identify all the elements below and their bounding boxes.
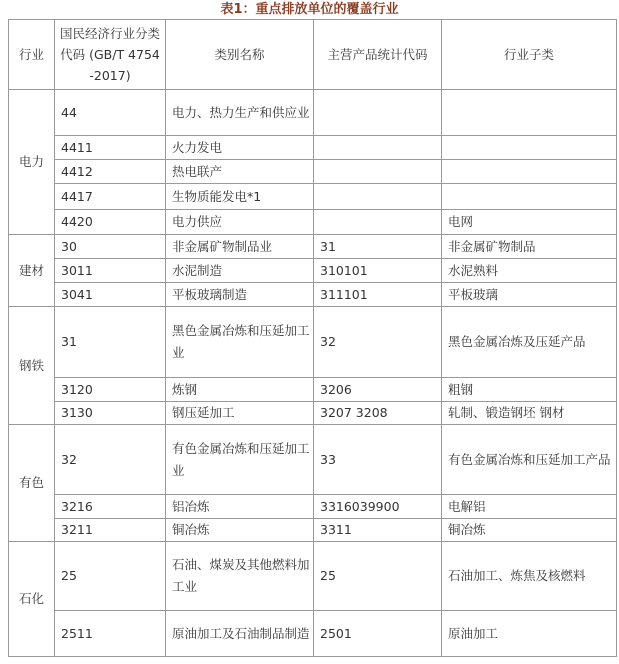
code-cell: 3216 [55,495,166,519]
product-code-cell [314,90,442,136]
product-code-cell [314,160,442,184]
product-code-cell: 310101 [314,259,442,283]
name-cell: 铜冶炼 [166,519,314,542]
name-cell: 火力发电 [166,136,314,160]
industry-cell: 建材 [9,235,55,307]
code-cell: 2511 [55,611,166,657]
table-row [9,611,617,657]
name-cell: 有色金属冶炼和压延加工业 [166,425,314,495]
table-row [9,259,617,283]
code-cell: 25 [55,542,166,611]
name-cell: 电力供应 [166,210,314,235]
header-category-name: 类别名称 [166,20,314,90]
table-row [9,542,617,611]
name-cell: 石油、煤炭及其他燃料加工业 [166,542,314,611]
table-row [9,425,617,495]
industry-cell: 电力 [9,90,55,235]
product-code-cell [314,210,442,235]
name-cell: 炼钢 [166,378,314,402]
header-product-code: 主营产品统计代码 [314,20,442,90]
industry-cell: 石化 [9,542,55,657]
subclass-cell [442,136,617,160]
subclass-cell: 铜冶炼 [442,519,617,542]
subclass-cell: 非金属矿物制品 [442,235,617,259]
code-cell: 30 [55,235,166,259]
table-row [9,235,617,259]
table-caption: 表1：重点排放单位的覆盖行业 [220,2,399,17]
name-cell: 热电联产 [166,160,314,184]
industry-cell: 钢铁 [9,307,55,425]
code-cell: 31 [55,307,166,378]
subclass-cell: 原油加工 [442,611,617,657]
product-code-cell: 311101 [314,283,442,307]
product-code-cell: 3206 [314,378,442,402]
coverage-table [8,19,617,657]
name-cell: 生物质能发电*1 [166,184,314,210]
product-code-cell: 3316039900 [314,495,442,519]
table-row [9,378,617,402]
name-cell: 铝冶炼 [166,495,314,519]
code-cell: 3011 [55,259,166,283]
name-cell: 电力、热力生产和供应业 [166,90,314,136]
product-code-cell [314,184,442,210]
product-code-cell: 31 [314,235,442,259]
header-subclass: 行业子类 [442,20,617,90]
code-cell: 4412 [55,160,166,184]
product-code-cell [314,136,442,160]
subclass-cell [442,160,617,184]
subclass-cell: 轧制、锻造钢坯 钢材 [442,402,617,425]
subclass-cell: 电网 [442,210,617,235]
table-row [9,519,617,542]
name-cell: 黑色金属冶炼和压延加工业 [166,307,314,378]
industry-cell: 有色 [9,425,55,542]
product-code-cell: 32 [314,307,442,378]
subclass-cell [442,184,617,210]
subclass-cell: 有色金属冶炼和压延加工产品 [442,425,617,495]
table-body [9,90,617,657]
product-code-cell: 2501 [314,611,442,657]
code-cell: 3130 [55,402,166,425]
table-row [9,402,617,425]
subclass-cell: 水泥熟料 [442,259,617,283]
code-cell: 3041 [55,283,166,307]
subclass-cell: 石油加工、炼焦及核燃料 [442,542,617,611]
name-cell: 水泥制造 [166,259,314,283]
table-row [9,283,617,307]
name-cell: 钢压延加工 [166,402,314,425]
product-code-cell: 25 [314,542,442,611]
subclass-cell: 平板玻璃 [442,283,617,307]
product-code-cell: 3207 3208 [314,402,442,425]
table-row [9,307,617,378]
table-row [9,184,617,210]
table-row [9,160,617,184]
code-cell: 44 [55,90,166,136]
table-row [9,495,617,519]
name-cell: 原油加工及石油制品制造 [166,611,314,657]
table-row [9,90,617,136]
header-industry: 行业 [9,20,55,90]
code-cell: 3211 [55,519,166,542]
product-code-cell: 33 [314,425,442,495]
subclass-cell: 粗钢 [442,378,617,402]
product-code-cell: 3311 [314,519,442,542]
table-row [9,210,617,235]
table-row [9,136,617,160]
name-cell: 非金属矿物制品业 [166,235,314,259]
code-cell: 4420 [55,210,166,235]
subclass-cell: 黑色金属冶炼及压延产品 [442,307,617,378]
table-header [9,20,617,90]
code-cell: 4411 [55,136,166,160]
header-industry-code: 国民经济行业分类代码 (GB/T 4754-2017) [55,20,166,90]
subclass-cell: 电解铝 [442,495,617,519]
name-cell: 平板玻璃制造 [166,283,314,307]
code-cell: 3120 [55,378,166,402]
subclass-cell [442,90,617,136]
code-cell: 32 [55,425,166,495]
code-cell: 4417 [55,184,166,210]
